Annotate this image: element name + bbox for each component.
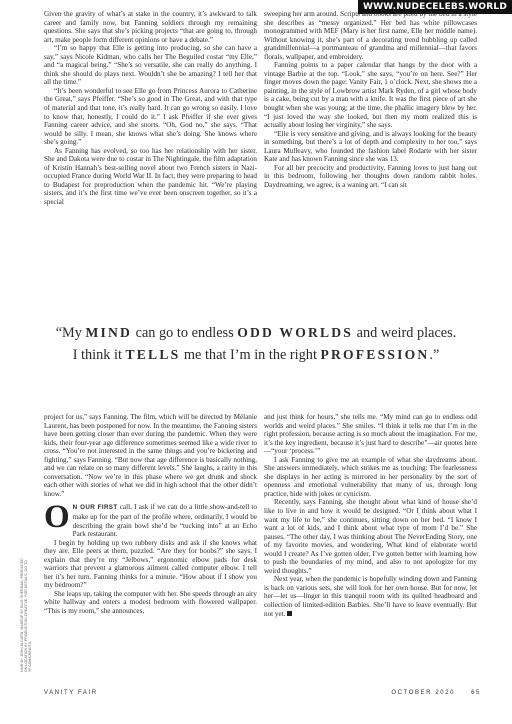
drop-cap: O: [44, 499, 70, 536]
photo-credit-text: HAIR BY JOHN ALCORN; MAKEUP BY ELLE SHERMAN; PRODUCED ON LOCATION BY PRODUCTION CREATIVE. FOR DETAILS, GO TO VF.COM/CREDITS.: [20, 558, 32, 672]
pull-quote-text: “My: [55, 325, 86, 341]
section-opening-paragraph: [44, 499, 257, 539]
paragraph: Recently, says Fanning, she thought about what kind of house she’d like to live in and how it would be designed. “Or I think about what I want my life to be,” she continues, sitting down on her bed. “I know I want a lot of kids, and I think about what type of mom I’d be.” She pauses. “The other day, I was thinking about The NeverEnding Story, one of my favorite movies, and wondering, What kind of elaborate world would I create? As I’ve gotten older, I’ve gotten better with learning how to push the boundaries of my mind, and also to not apologize for my weird thoughts.”: [264, 498, 477, 575]
lead-in: N OUR FIRST: [72, 504, 118, 512]
footer-magazine-name: VANITY FAIR: [44, 690, 98, 696]
pull-quote-emphasis: TELLS: [125, 347, 181, 362]
paragraph: Given the gravity of what’s at stake in the country, it’s awkward to talk career and family now, but Fanning soldiers through my remaining questions. She says that she’s picking projects “that are going to, through art, make people form different opinions or have a debate.”: [44, 10, 257, 44]
pull-quote: [30, 322, 482, 366]
paragraph: and just think for hours,” she tells me. “My mind can go to endless odd worlds and weird places.” She smiles. “I think it tells me that I’m in the right profession, because acting is so much about the imagination. For me, it’s the key ingredient, because it’s just hard to describe”—air quotes here—“your ‘process.’”: [264, 413, 477, 456]
paragraph: project for us,” says Fanning. The film, which will be directed by Mélanie Laurent, has been postponed for now. In the meantime, the Fanning sisters have been getting closer than ever during the pandemic. When they were kids, their four-year age difference sometimes seemed like a wide river to cross. “You’re not interested in the same things and you’re bickering and fighting,” says Fanning. “But now that age difference is basically nothing, and we can relate on so many different levels.” She laughs, a rarity in this conversation. “Now we’re in this phase where we get drunk and shock each other with stories of what we did in high school that the other didn’t know.”: [44, 413, 257, 498]
paragraph: As Fanning has evolved, so too has her relationship with her sister. She and Dakota were due to costar in The Nightingale, the film adaptation of Kristin Hannah’s best-selling novel about two French sisters in Nazi-occupied France during World War II. In fact, they were preparing to head to Budapest for preproduction when the pandemic hit. “We’re playing sisters, and it’s the first time we’ve ever been onscreen together, so it’s a special: [44, 146, 257, 207]
footer-issue-date: OCTOBER 2020: [391, 690, 456, 696]
paragraph: I ask Fanning to give me an example of what she daydreams about. She answers immediately, which strikes me as touching: The fearlessness she displays in her acting is mirrored in her personality by the sort of openness and emotional vulnerability that many of us, through long practice, hide with jokes or cynicism.: [264, 455, 477, 498]
article-column-bottom-right: [264, 413, 477, 618]
paragraph: “Elle is very sensitive and giving, and is always looking for the beauty in something, but there’s a lot of depth and complexity to her too,” says Laura Mulleavy, who founded the fashion label Rodarte with her sister Kate and has known Fanning since she was 13.: [264, 129, 477, 164]
paragraph: [264, 575, 477, 618]
pull-quote-emphasis: ODD WORLDS: [237, 325, 354, 340]
pull-quote-line-1: [30, 322, 482, 344]
paragraph: For all her precocity and productivity, Fanning loves to just hang out in this bedroom, following her thoughts down random rabbit holes. Daydreaming, we agree, is a waning art. “I can sit: [264, 163, 477, 189]
pull-quote-emphasis: MIND: [85, 325, 133, 340]
pull-quote-text: I think it: [72, 347, 126, 363]
paragraph: Fanning points to a paper calendar that hangs by the door with a vintage Barbie at the top. “Look,” she says, “you’re on here. See?” Her finger moves down the page: Vanity Fair, 1 o’clock. Next, she shows me a painting, in the style of Lowbrow artist Mark Ryden, of a girl whose body is a cake, being cut by a man with a knife. It was the first piece of art she bought when she was young; at the time, the phallic imagery blew by her. “I just loved the way she looked, but then my mom realized this is actually about losing her virginity,” she says.: [264, 61, 477, 130]
article-column-top-right: [264, 10, 477, 189]
end-mark-icon: [287, 611, 292, 616]
paragraph: sweeping her arm around. Scripts and books are piled by the bed in a style she describes as “messy organized.” Her bed has white pillowcases monogrammed with MEF (Mary is her first name, Elle her middle name). Without knowing it, she’s part of a decorating trend bubbling up called grandmillennial—a portmanteau of grandma and millennial—that favors florals, wallpaper, and embroidery.: [264, 10, 477, 61]
pull-quote-text: .”: [429, 347, 440, 363]
pull-quote-line-2: [30, 344, 482, 366]
photo-credit: [20, 552, 32, 672]
paragraph-text: Next year, when the pandemic is hopefully winding down and Fanning is back on various sets, she will look for her own house. But for now, let her—let us—linger in this tranquil room with its quilted headboard and collection of limited-edition Barbies. She’ll have to leave eventually. But not yet.: [264, 575, 477, 618]
pull-quote-text: and weird places.: [353, 325, 457, 341]
footer-issue-info: [391, 690, 481, 696]
pull-quote-emphasis: PROFESSION: [320, 347, 430, 362]
pull-quote-text: can go to endless: [132, 325, 238, 341]
pull-quote-text: me that I’m in the right: [180, 347, 321, 363]
paragraph: “I’m so happy that Elle is getting into producing, so she can have a say,” says Nicole Kidman, who calls her The Beguiled costar “my Elle,” and “a magical being.” “She’s so versatile, she can really do anything. I think she should do plays next. Wouldn’t she be amazing? I tell her that all the time.”: [44, 44, 257, 87]
article-column-top-left: [44, 10, 257, 207]
paragraph: She leaps up, taking the computer with her. She speeds through an airy white hallway and enters a modest bedroom with flowered wallpaper. “This is my room,” she announces,: [44, 589, 257, 616]
article-column-bottom-left: [44, 413, 257, 616]
paragraph-text: call, I ask if we can do a little show-and-tell to make up for the part of the profile where, ordinarily, I would be describing the grain bowl she’d be “tucking into” at an Echo Park restaurant.: [72, 503, 257, 539]
paragraph: I begin by holding up two rubbery disks and ask if she knows what they are. Elle peers at them, puzzled. “Are they for boobs?” she says. I explain that they’re my “Jelbows,” ergonomic elbow pads for desk warriors that prevent a glamorous ailment called computer elbow. I tell her it’s her turn. Fanning thinks for a minute. “How about if I show you my bedroom?”: [44, 538, 257, 590]
page-number: 65: [471, 690, 481, 696]
paragraph: “It’s been wonderful to see Elle go from Princess Aurora to Catherine the Great,” says Pfeiffer. “She’s so good in The Great, and with that type of material and that tone, it’s really hard. It can go wrong so easily. I love to know that, honestly, I could do it.” I ask Pfeiffer if she ever gives Fanning career advice, and she snorts. “Oh, God no,” she says. “That would be silly. I mean, she knows what she’s doing. She knows where she’s going.”: [44, 86, 257, 147]
watermark: WWW.NUDECELEBS.WORLD: [358, 0, 512, 14]
